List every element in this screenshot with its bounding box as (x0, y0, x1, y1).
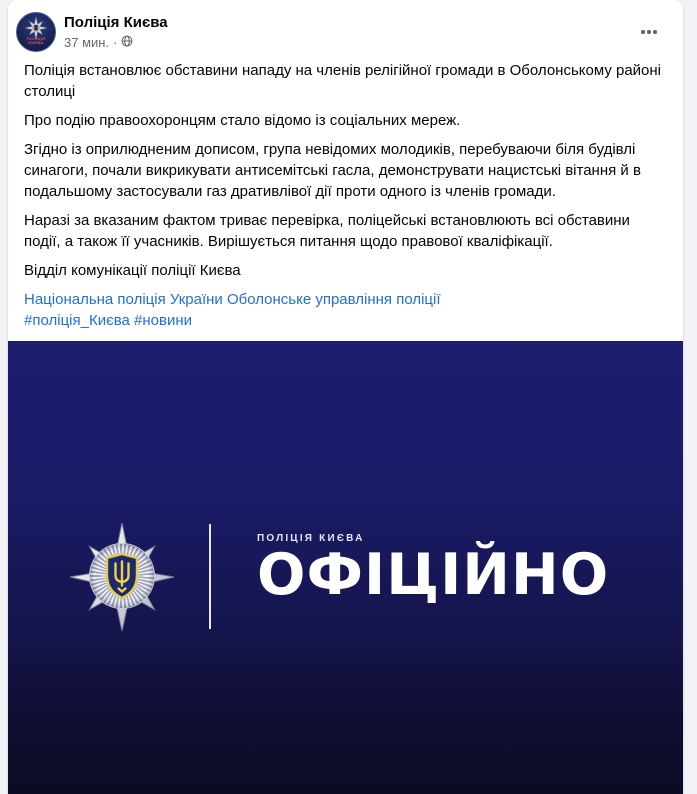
more-options-button[interactable] (631, 14, 667, 50)
avatar[interactable] (16, 12, 56, 52)
police-badge-logo (68, 521, 176, 633)
post-text (8, 52, 683, 341)
trident-shield-icon (104, 553, 140, 599)
post-paragraph: Відділ комунікації поліції Києва (24, 262, 241, 279)
post-paragraph: Про подію правоохоронцям стало відомо із соціальних мереж. (24, 112, 461, 129)
divider-line (209, 524, 211, 629)
post-card (8, 0, 683, 794)
post-paragraph: Згідно із оприлюдненим дописом, група невідомих молодиків, перебуваючи біля будівлі синагоги, почали викрикувати антисемітські гасла, демонструвати нацистські вітання й в подальшому застосували газ дративлівої дії проти одного із членів громади. (24, 141, 641, 200)
post-paragraph: Поліція встановлює обставини нападу на членів релігійної громади в Оболонському районі столиці (24, 62, 662, 100)
post-paragraph: Наразі за вказаним фактом триває перевірка, поліцейські встановлюють всі обставини події, а також її учасників. Вирішується питання щодо правової кваліфікації. (24, 212, 630, 250)
banner-label: ПОЛІЦІЯ КИЄВА (257, 533, 365, 544)
hashtag-link[interactable]: #новини (134, 312, 193, 329)
page-mention-link[interactable]: Національна поліція України (24, 291, 223, 308)
banner-text (257, 533, 610, 608)
hashtag-link[interactable]: #поліція_Києва (24, 312, 130, 329)
page-mention-link[interactable]: Оболонське управління поліції (226, 291, 441, 308)
avatar-caption: ПОЛІЦІЯ КИЄВА (26, 36, 46, 45)
post-links (24, 289, 667, 331)
ellipsis-icon (641, 30, 645, 34)
post-image-banner[interactable] (8, 341, 683, 794)
timestamp[interactable]: 37 мин. (64, 35, 110, 50)
globe-icon (121, 35, 133, 50)
author-name[interactable]: Поліція Києва (64, 14, 168, 31)
meta-separator: · (113, 35, 118, 50)
post-header (8, 0, 683, 52)
header-meta (64, 12, 168, 50)
meta-line (64, 35, 168, 50)
banner-title: ОФІЦІЙНО (257, 542, 610, 608)
